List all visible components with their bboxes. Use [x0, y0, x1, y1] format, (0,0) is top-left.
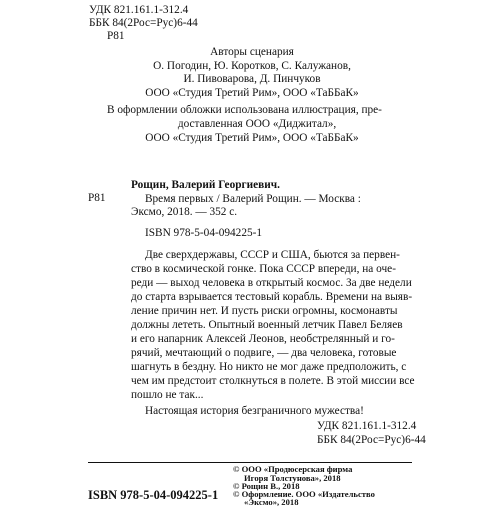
- annotation-line: чем им предстоит столкнуться в полете. В этой миссии все: [131, 375, 415, 387]
- header-bbk: ББК 84(2Рос=Рус)6-44: [89, 17, 198, 29]
- annotation-line: реди — выход человека в открытый космос. За две недели: [131, 277, 412, 289]
- header-author-mark: Р81: [107, 30, 125, 42]
- catalog-udk: УДК 821.161.1-312.4: [317, 420, 417, 432]
- copyright-line: © ООО «Продюсерская фирма: [233, 464, 353, 474]
- copyright-line: Игоря Толстунова», 2018: [244, 473, 341, 483]
- copyright-line: © Оформление. ООО «Издательство: [233, 489, 375, 499]
- annotation-line: должны лететь. Опытный военный летчик Павел Беляев: [131, 319, 403, 331]
- annotation-line: шагнуть в бездну. Но никто не мог даже предположить, с: [131, 361, 407, 373]
- bottom-isbn: ISBN 978-5-04-094225-1: [88, 488, 219, 502]
- catalog-bbk: ББК 84(2Рос=Рус)6-44: [317, 434, 426, 446]
- annotation-line: рячий, мечтающий о подвиге, — два человека, готовые: [131, 347, 397, 359]
- credits-line: И. Пивоварова, Д. Пинчуков: [183, 73, 321, 85]
- separator-rule: [88, 462, 412, 463]
- cover-note-line: ООО «Студия Третий Рим», ООО «ТаББаК»: [145, 132, 359, 144]
- annotation-tagline: Настоящая история безграничного мужества!: [145, 405, 364, 417]
- annotation-line: ление причин нет. И пусть риски огромны, космонавты: [131, 305, 398, 317]
- copyright-line: © Рощин В., 2018: [233, 481, 300, 491]
- catalog-record-line: Время первых / Валерий Рощин. — Москва :: [145, 193, 361, 205]
- cover-note-line: В оформлении обложки использована иллюстрация, пре-: [107, 104, 382, 116]
- annotation-line: и его напарник Алексей Леонов, необстрелянный и го-: [131, 333, 395, 345]
- credits-line: ООО «Студия Третий Рим», ООО «ТаББаК»: [145, 87, 359, 99]
- credits-line: О. Погодин, Ю. Коротков, С. Калужанов,: [153, 60, 351, 72]
- catalog-isbn: ISBN 978-5-04-094225-1: [145, 227, 263, 239]
- copyright-line: «Эксмо», 2018: [244, 497, 299, 507]
- annotation-line: до старта взрывается тестовый корабль. Времени на выяв-: [131, 291, 413, 303]
- catalog-author-mark: Р81: [88, 192, 106, 204]
- annotation-line: ство в космической гонке. Пока СССР впереди, на оче-: [131, 263, 396, 275]
- annotation-line: пошло не так...: [131, 389, 204, 401]
- credits-heading: Авторы сценария: [210, 46, 294, 58]
- catalog-record-line: Эксмо, 2018. — 352 с.: [131, 206, 238, 218]
- cover-note-line: доставленная ООО «Диджитал»,: [177, 118, 337, 130]
- header-udk: УДК 821.161.1-312.4: [89, 4, 189, 16]
- annotation-line: Две сверхдержавы, СССР и США, бьются за первен-: [145, 249, 400, 261]
- catalog-author: Рощин, Валерий Георгиевич.: [131, 179, 280, 191]
